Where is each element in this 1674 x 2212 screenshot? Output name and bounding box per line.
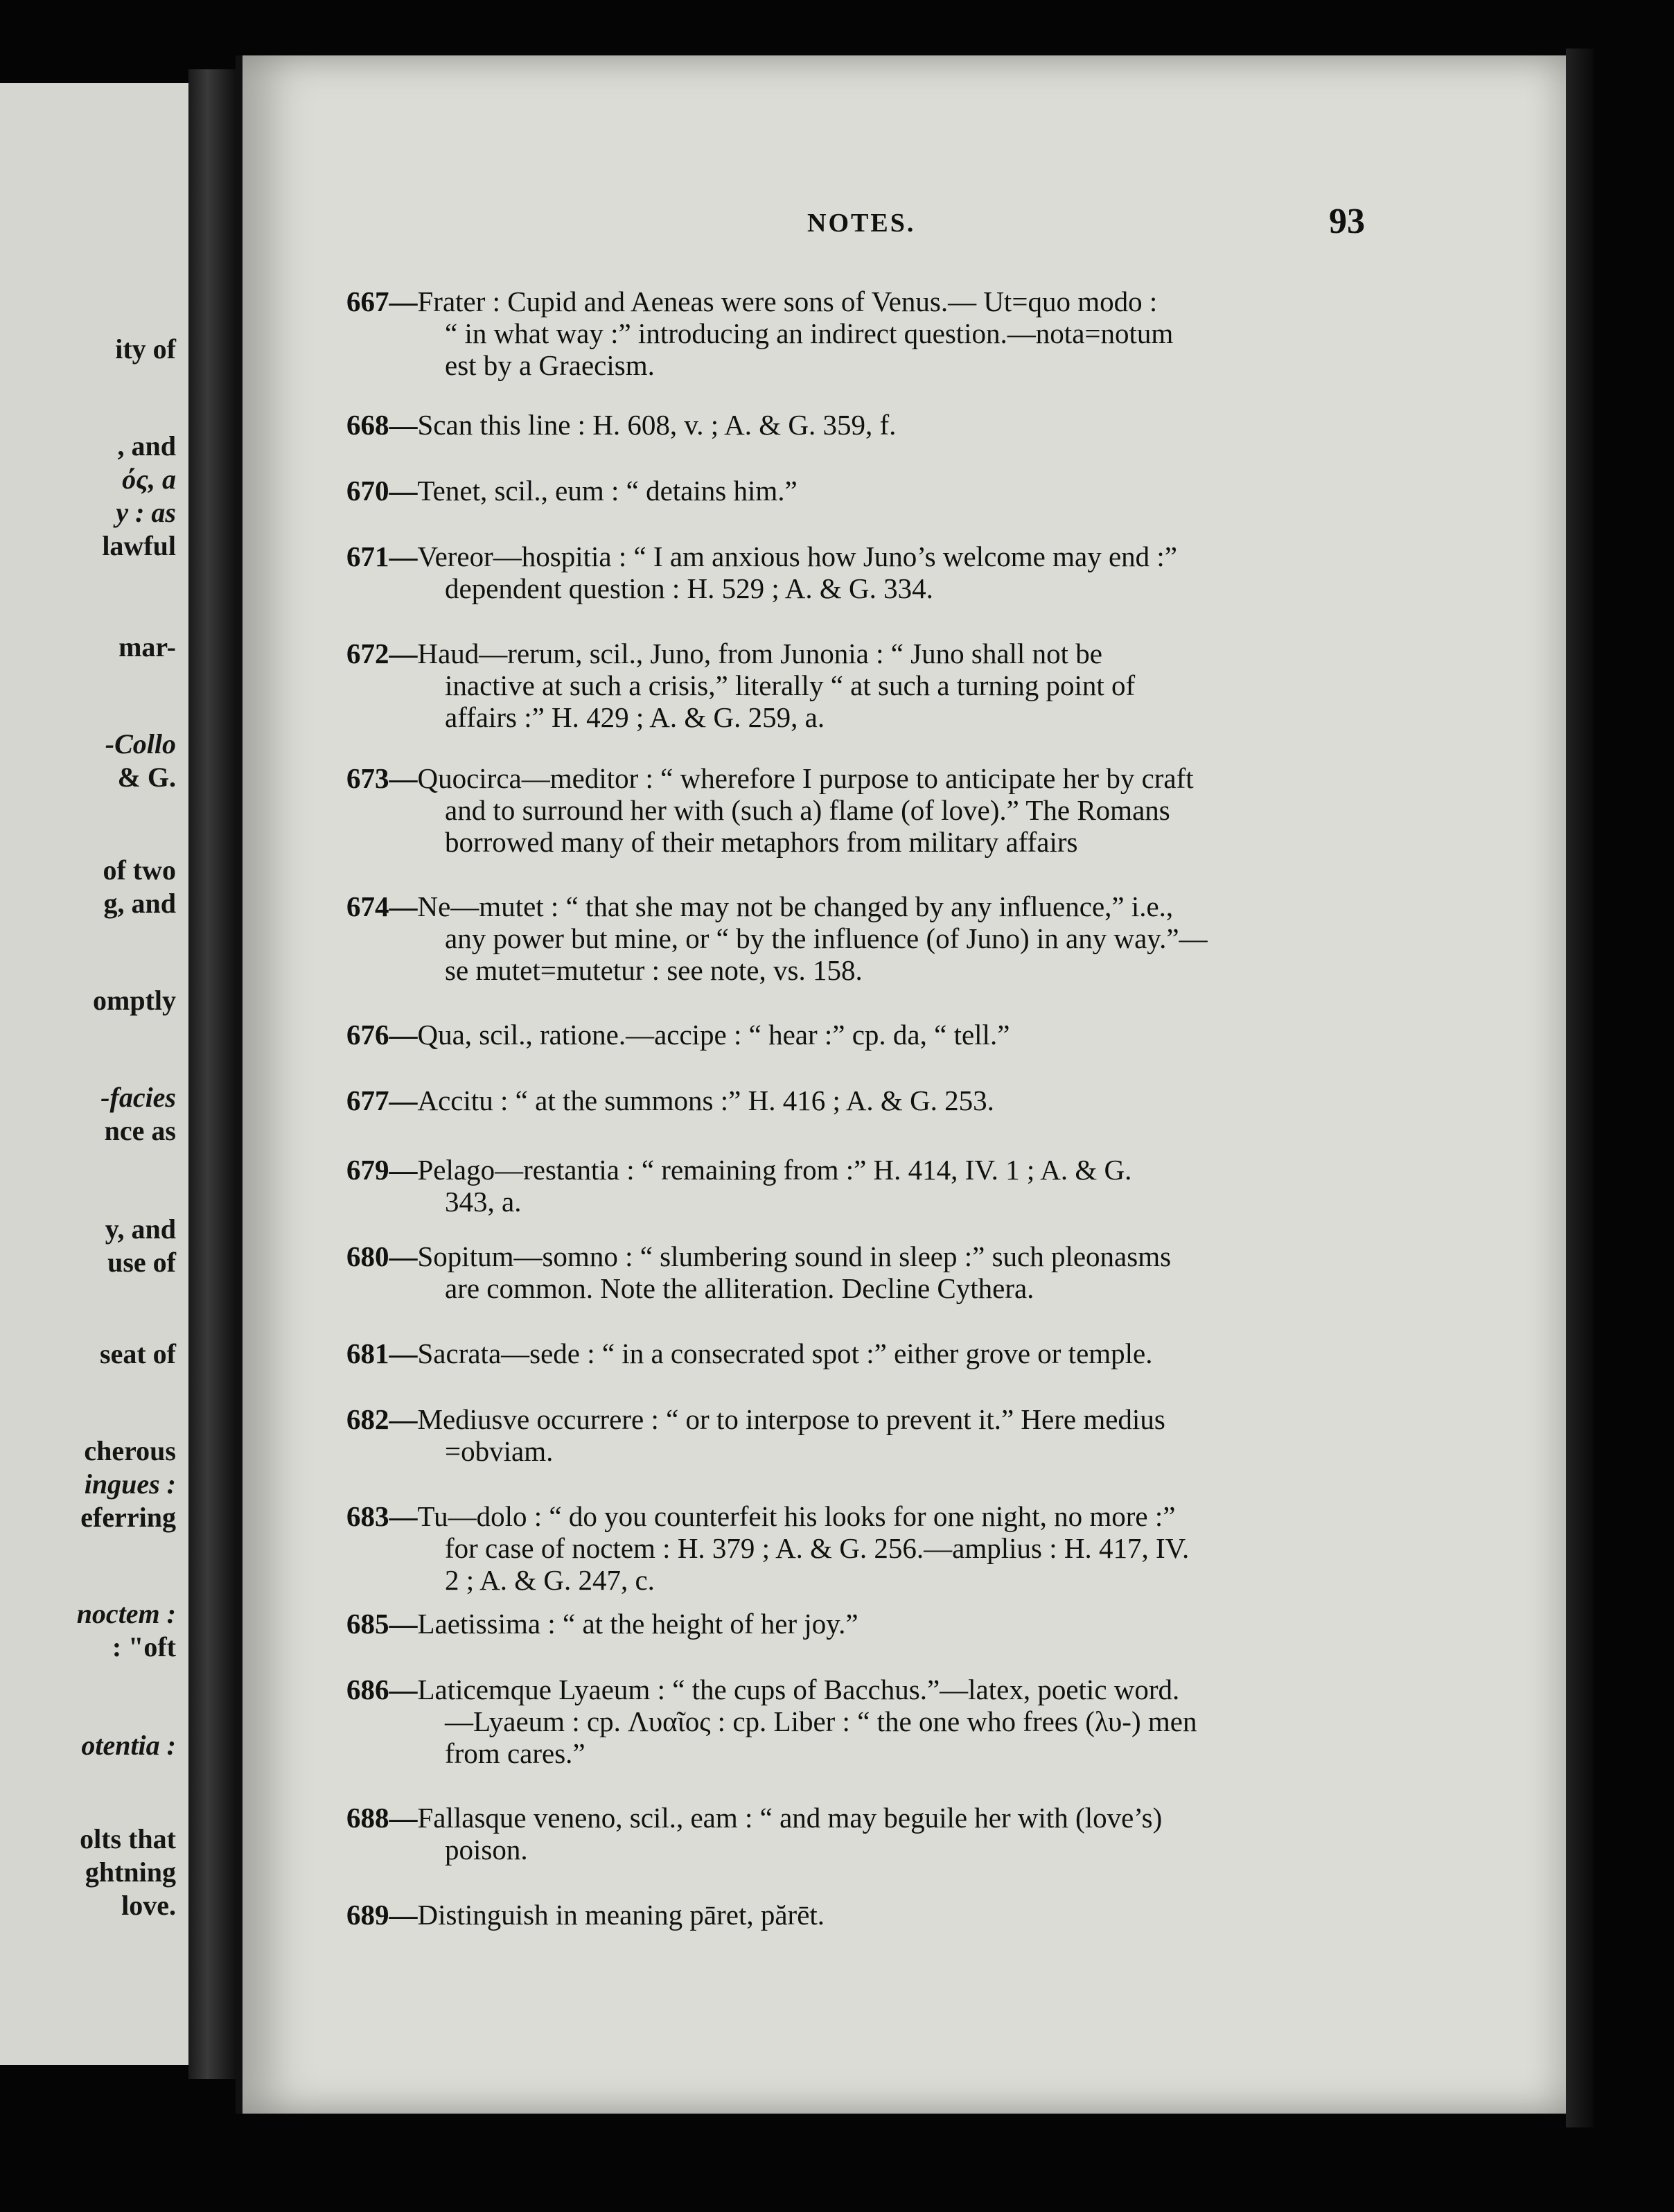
note-entry — [346, 1802, 1372, 1866]
note-number: 677— — [346, 1085, 418, 1116]
note-number: 685— — [346, 1608, 418, 1640]
note-entry — [346, 890, 1372, 986]
left-page-fragment: seat of — [100, 1338, 176, 1369]
note-number: 686— — [346, 1674, 418, 1705]
page-edge — [1566, 49, 1594, 2127]
note-text: Tenet, scil., eum : “ detains him.” — [417, 475, 798, 507]
note-entry — [346, 1154, 1372, 1218]
note-entry — [346, 762, 1372, 858]
left-page-fragment: & G. — [117, 762, 176, 793]
left-page-fragment: eferring — [80, 1502, 176, 1533]
note-text: Haud—rerum, scil., Juno, from Junonia : “ Juno shall not be — [417, 638, 1102, 669]
left-page-fragment: ingues : — [84, 1468, 176, 1500]
note-number: 671— — [346, 541, 418, 572]
note-entry — [346, 1500, 1372, 1596]
left-page-fragment: lawful — [102, 530, 176, 561]
note-line: “ in what way :” introducing an indirect question.—nota=notum — [445, 317, 1174, 349]
page-header — [346, 201, 1365, 249]
left-page-fragment: ghtning — [85, 1857, 176, 1888]
book-gutter — [188, 69, 236, 2079]
note-text: Distinguish in meaning pāret, părēt. — [417, 1899, 825, 1931]
note-line: are common. Note the alliteration. Decline Cythera. — [445, 1272, 1034, 1304]
left-page-fragment: nce as — [104, 1115, 176, 1146]
left-page-fragment: of two — [103, 854, 176, 886]
note-text: Vereor—hospitia : “ I am anxious how Juno’s welcome may end :” — [417, 541, 1177, 572]
note-line: any power but mine, or “ by the influence (of Juno) in any way.”— — [445, 922, 1208, 954]
note-line: poison. — [445, 1834, 528, 1866]
note-line: =obviam. — [445, 1435, 554, 1467]
note-text: Laticemque Lyaeum : “ the cups of Bacchus.”—latex, poetic word. — [417, 1674, 1180, 1705]
left-page-fragment: omptly — [93, 985, 176, 1016]
note-number: 668— — [346, 409, 418, 441]
note-text: Accitu : “ at the summons :” H. 416 ; A. & G. 253. — [417, 1085, 994, 1116]
note-line: 2 ; A. & G. 247, c. — [445, 1564, 655, 1596]
note-line: and to surround her with (such a) flame (of love).” The Romans — [445, 794, 1170, 826]
note-line: for case of noctem : H. 379 ; A. & G. 256.—amplius : H. 417, IV. — [445, 1532, 1190, 1564]
note-number: 674— — [346, 890, 418, 922]
note-entry — [346, 1085, 1372, 1116]
note-number: 679— — [346, 1154, 418, 1186]
note-number: 680— — [346, 1240, 418, 1272]
left-page-fragment: love. — [121, 1890, 176, 1921]
note-line: 343, a. — [445, 1186, 522, 1218]
note-number: 672— — [346, 638, 418, 669]
left-page — [0, 83, 193, 2065]
note-line: from cares.” — [445, 1737, 585, 1769]
left-page-fragment: use of — [107, 1247, 176, 1278]
left-page-fragment: : "oft — [112, 1631, 176, 1662]
note-entry — [346, 1608, 1372, 1640]
note-number: 682— — [346, 1403, 418, 1435]
note-number: 673— — [346, 762, 418, 794]
note-text: Sopitum—somno : “ slumbering sound in sleep :” such pleonasms — [417, 1240, 1172, 1272]
note-entry — [346, 1899, 1372, 1931]
note-number: 688— — [346, 1802, 418, 1834]
left-page-fragment: -facies — [100, 1082, 176, 1113]
note-entry — [346, 1674, 1372, 1769]
note-line: —Lyaeum : cp. Λυαῖος : cp. Liber : “ the one who frees (λυ-) men — [445, 1705, 1197, 1737]
left-page-fragment: otentia : — [81, 1730, 176, 1761]
left-page-fragment: ity of — [115, 333, 176, 365]
note-text: Frater : Cupid and Aeneas were sons of Venus.— Ut=quo modo : — [417, 286, 1158, 317]
note-text: Ne—mutet : “ that she may not be changed by any influence,” i.e., — [417, 890, 1174, 922]
note-line: dependent question : H. 529 ; A. & G. 334. — [445, 572, 933, 604]
note-text: Sacrata—sede : “ in a consecrated spot :” either grove or temple. — [417, 1337, 1153, 1369]
note-text: Scan this line : H. 608, v. ; A. & G. 359, f. — [417, 409, 897, 441]
left-page-fragment: y : as — [116, 497, 176, 528]
left-page-fragment: -Collo — [105, 728, 176, 760]
left-page-fragment: olts that — [80, 1823, 176, 1854]
left-page-fragment: ός, a — [122, 464, 176, 495]
note-entry — [346, 1019, 1372, 1051]
left-page-fragment: y, and — [105, 1213, 176, 1245]
note-entry — [346, 1337, 1372, 1369]
note-entry — [346, 1403, 1372, 1467]
left-page-fragment: , and — [117, 430, 176, 462]
note-entry — [346, 638, 1372, 733]
note-line: affairs :” H. 429 ; A. & G. 259, a. — [445, 701, 825, 733]
note-entry — [346, 286, 1372, 381]
note-text: Pelago—restantia : “ remaining from :” H. 414, IV. 1 ; A. & G. — [417, 1154, 1132, 1186]
note-entry — [346, 475, 1372, 507]
note-text: Qua, scil., ratione.—accipe : “ hear :” cp. da, “ tell.” — [417, 1019, 1010, 1051]
running-head: NOTES. — [807, 209, 916, 238]
note-entry — [346, 1240, 1372, 1304]
note-number: 683— — [346, 1500, 418, 1532]
note-line: inactive at such a crisis,” literally “ at such a turning point of — [445, 669, 1136, 701]
note-number: 670— — [346, 475, 418, 507]
note-line: borrowed many of their metaphors from military affairs — [445, 826, 1078, 858]
note-line: est by a Graecism. — [445, 349, 655, 381]
note-text: Laetissima : “ at the height of her joy.” — [417, 1608, 858, 1640]
note-entry — [346, 541, 1372, 604]
note-line: se mutet=mutetur : see note, vs. 158. — [445, 954, 863, 986]
left-page-fragment: noctem : — [76, 1598, 176, 1629]
note-number: 689— — [346, 1899, 418, 1931]
note-number: 681— — [346, 1337, 418, 1369]
left-page-fragment: cherous — [84, 1435, 176, 1466]
note-number: 676— — [346, 1019, 418, 1051]
page-number: 93 — [1329, 202, 1365, 241]
left-page-fragment: g, and — [103, 888, 176, 919]
note-text: Mediusve occurrere : “ or to interpose to prevent it.” Here medius — [417, 1403, 1165, 1435]
note-text: Tu—dolo : “ do you counterfeit his looks for one night, no more :” — [417, 1500, 1176, 1532]
note-text: Quocirca—meditor : “ wherefore I purpose to anticipate her by craft — [417, 762, 1194, 794]
note-entry — [346, 409, 1372, 441]
left-page-fragment: mar- — [118, 631, 176, 662]
note-text: Fallasque veneno, scil., eam : “ and may beguile her with (love’s) — [417, 1802, 1163, 1834]
note-number: 667— — [346, 286, 418, 317]
